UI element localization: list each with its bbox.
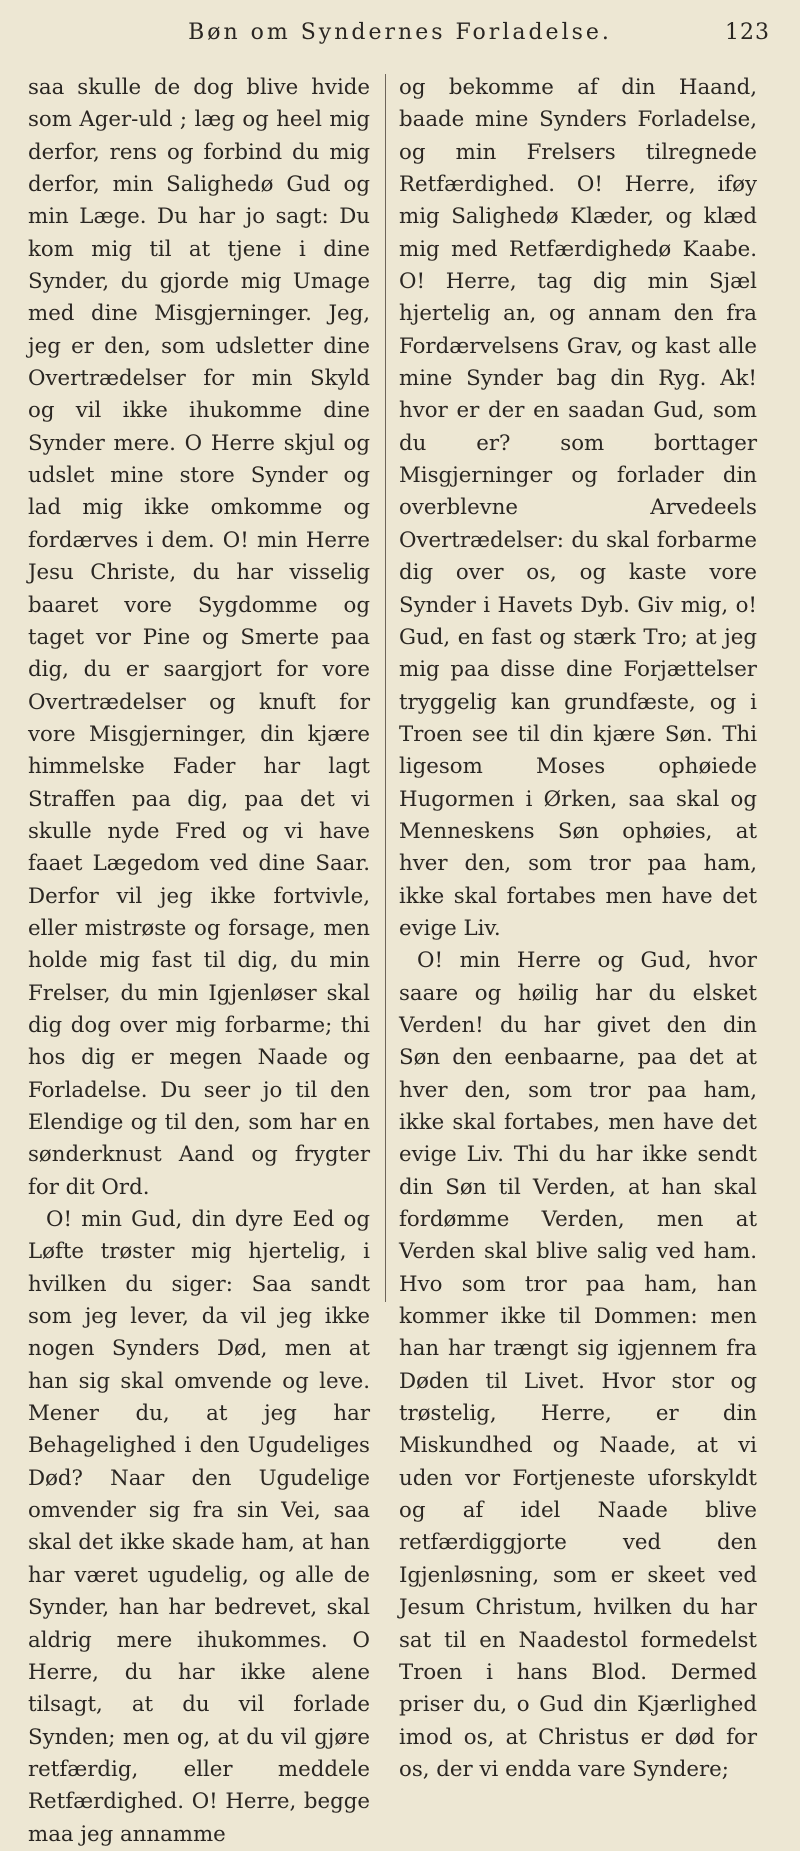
- paragraph: O! min Herre og Gud, hvor saare og høilig har du elsket Verden! du har givet den din Søn den eenbaarne, paa det at hver den, som tror paa ham, ikke skal fortabes, men have det evige Liv. Thi du har ikke sendt din Søn til Verden, at han skal fordømme Verden, men at Verden skal blive salig ved ham. Hvo som tror paa ham, han kommer ikke til Dommen: men han har trængt sig igjennem fra Døden til Livet. Hvor stor og trøstelig, Herre, er din Miskundhed og Naade, at vi uden vor Fortjeneste uforskyldt og af idel Naade blive retfærdiggjorte ved den Igjenløsning, som er skeet ved Jesum Christum, hvilken du har sat til en Naadestol formedelst Troen i hans Blod. Dermed priser du, o Gud din Kjærlighed imod os, at Christus er død for os, der vi endda vare Syndere;: [399, 948, 757, 1782]
- left-column: [28, 72, 370, 1847]
- page-number: 123: [725, 20, 770, 45]
- paragraph: saa skulle de dog blive hvide som Ager-uld ; læg og heel mig derfor, rens og forbind du mig derfor, min Salighedø Gud og min Læge. Du har jo sagt: Du kom mig til at tjene i dine Synder, du gjorde mig Umage med dine Misgjerninger. Jeg, jeg er den, som udsletter dine Overtrædelser for min Skyld og vil ikke ihukomme dine Synder mere. O Herre skjul og udslet mine store Synder og lad mig ikke omkomme og fordærves i dem. O! min Herre Jesu Christe, du har visselig baaret vore Sygdomme og taget vor Pine og Smerte paa dig, du er saargjort for vore Overtrædelser og knuft for vore Misgjerninger, din kjære himmelske Fader har lagt Straffen paa dig, paa det vi skulle nyde Fred og vi have faaet Lægedom ved dine Saar. Derfor vil jeg ikke fortvivle, eller mistrøste og forsage, men holde mig fast til dig, du min Frelser, du min Igjenløser skal dig dog over mig forbarme; thi hos dig er megen Naade og Forladelse. Du seer jo til den Elendige og til den, som har en sønderknust Aand og frygter for dit Ord.: [28, 75, 370, 1200]
- running-head: Bøn om Syndernes Forladelse.: [188, 20, 612, 45]
- right-column: [399, 72, 757, 1782]
- paragraph: O! min Gud, din dyre Eed og Løfte trøster mig hjertelig, i hvilken du siger: Saa sandt som jeg lever, da vil jeg ikke nogen Synders Død, men at han sig skal omvende og leve. Mener du, at jeg har Behagelighed i den Ugudeliges Død? Naar den Ugudelige omvender sig fra sin Vei, saa skal det ikke skade ham, at han har været ugudelig, og alle de Synder, han har bedrevet, skal aldrig mere ihukommes. O Herre, du har ikke alene tilsagt, at du vil forlade Synden; men og, at du vil gjøre retfærdig, eller meddele Retfærdighed. O! Herre, begge maa jeg annamme: [28, 1207, 370, 1847]
- column-divider: [385, 74, 386, 1302]
- page-header: [0, 18, 800, 58]
- paragraph: og bekomme af din Haand, baade mine Synders Forladelse, og min Frelsers tilregnede Retfærdighed. O! Herre, iføy mig Salighedø Klæder, og klæd mig med Retfærdighedø Kaabe. O! Herre, tag dig min Sjæl hjertelig an, og annam den fra Fordærvelsens Grav, og kast alle mine Synder bag din Ryg. Ak! hvor er der en saadan Gud, som du er? som borttager Misgjerninger og forlader din overblevne Arvedeels Overtrædelser: du skal forbarme dig over os, og kaste vore Synder i Havets Dyb. Giv mig, o! Gud, en fast og stærk Tro; at jeg mig paa disse dine Forjættelser tryggelig kan grundfæste, og i Troen see til din kjære Søn. Thi ligesom Moses ophøiede Hugormen i Ørken, saa skal og Menneskens Søn ophøies, at hver den, som tror paa ham, ikke skal fortabes men have det evige Liv.: [399, 75, 757, 941]
